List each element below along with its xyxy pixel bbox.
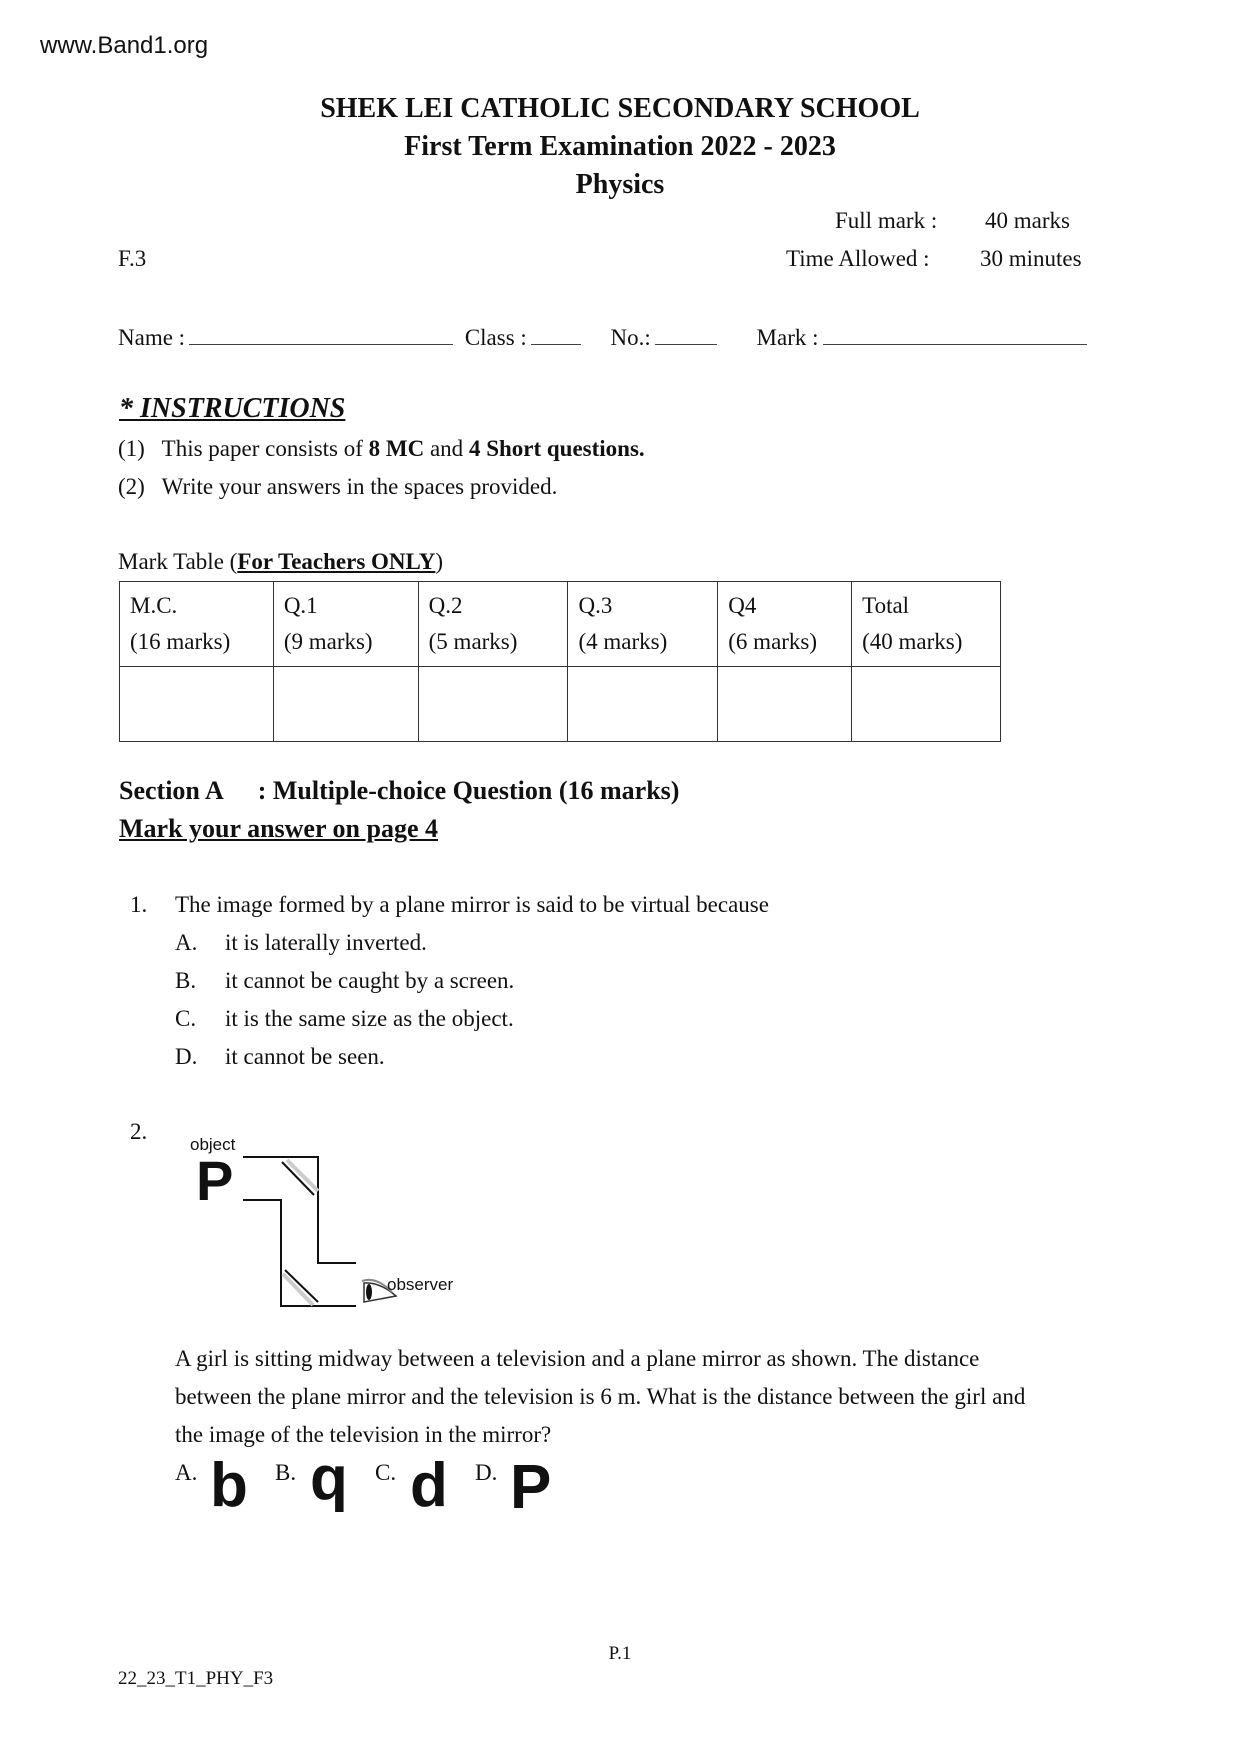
section-a-note: Mark your answer on page 4 [119,814,438,843]
mark-label: Mark : [756,325,819,350]
question-2-option-b[interactable] [275,1460,296,1486]
question-2-option-a[interactable] [175,1460,197,1486]
top-mirror [282,1162,314,1195]
label-bold: For Teachers ONLY [237,549,436,574]
column-marks: (4 marks) [578,629,668,654]
column-marks: (40 marks) [862,629,963,654]
observer-label: observer [387,1275,454,1294]
instruction-text: and [424,436,469,461]
question-1-stem: The image formed by a plane mirror is said to be virtual because [175,892,769,917]
label-text: Mark Table ( [118,549,238,574]
paper-code: 22_23_T1_PHY_F3 [118,1668,274,1689]
section-subtitle: : Multiple-choice Question (16 marks) [257,776,680,805]
option-letter: C. [175,1006,197,1031]
object-label: object [190,1135,236,1154]
exam-title: First Term Examination 2022 - 2023 [404,131,836,162]
full-mark-value: 40 marks [985,208,1070,233]
column-name: Q.1 [283,593,318,618]
section-title: Section A [119,776,224,805]
question-2-stem-line: A girl is sitting midway between a television and a plane mirror as shown. The distance [175,1346,980,1371]
column-marks: (6 marks) [728,629,818,654]
question-2-stem-line: between the plane mirror and the television is 6 m. What is the distance between the girl and [175,1384,1026,1409]
watermark: www.Band1.org [40,32,209,59]
instruction-text: This paper consists of [161,436,369,461]
column-name: Total [862,593,910,618]
column-marks: (5 marks) [428,629,518,654]
option-text: it cannot be seen. [225,1044,385,1069]
column-marks: (16 marks) [130,629,231,654]
question-1-number: 1. [130,892,148,917]
column-name: Q.2 [428,593,463,618]
subject-title: Physics [575,169,665,200]
option-letter: D. [475,1460,498,1485]
object-glyph: P [196,1149,234,1212]
option-letter: D. [175,1044,198,1069]
option-text: it is the same size as the object. [225,1006,514,1031]
class-label: Class : [464,325,527,350]
option-b-glyph: q [310,1444,348,1513]
option-letter: A. [175,1460,198,1485]
option-text: it is laterally inverted. [225,930,427,955]
column-name: Q4 [728,593,757,618]
instruction-text: Write your answers in the spaces provided. [161,474,558,499]
option-d-glyph: P [510,1453,552,1522]
option-letter: B. [175,968,197,993]
option-a-glyph: b [210,1451,248,1520]
full-mark-label: Full mark : [835,208,938,233]
time-allowed-value: 30 minutes [980,246,1082,271]
name-label: Name : [118,325,186,350]
question-2-option-d[interactable] [475,1460,497,1486]
column-name: M.C. [130,593,178,618]
instruction-number: (1) [118,436,145,461]
question-2-option-c[interactable] [375,1460,396,1486]
instructions-heading: * INSTRUCTIONS [119,393,346,424]
column-name: Q.3 [578,593,613,618]
no-label: No.: [610,325,651,350]
time-allowed-label: Time Allowed : [786,246,930,271]
option-letter: B. [275,1460,297,1485]
question-2-number: 2. [130,1119,148,1144]
instruction-bold: 8 MC [368,436,425,461]
option-c-glyph: d [410,1451,448,1520]
bottom-mirror [285,1270,318,1302]
option-letter: A. [175,930,198,955]
column-marks: (9 marks) [283,629,373,654]
instruction-bold: 4 Short questions. [468,436,645,461]
label-text: ) [435,549,444,574]
question-2-stem-line: the image of the television in the mirror? [175,1422,552,1447]
option-letter: C. [375,1460,397,1485]
option-text: it cannot be caught by a screen. [225,968,515,993]
instruction-number: (2) [118,474,145,499]
school-name: SHEK LEI CATHOLIC SECONDARY SCHOOL [320,93,920,124]
page-number: P.1 [608,1643,632,1664]
form-label: F.3 [118,246,147,271]
